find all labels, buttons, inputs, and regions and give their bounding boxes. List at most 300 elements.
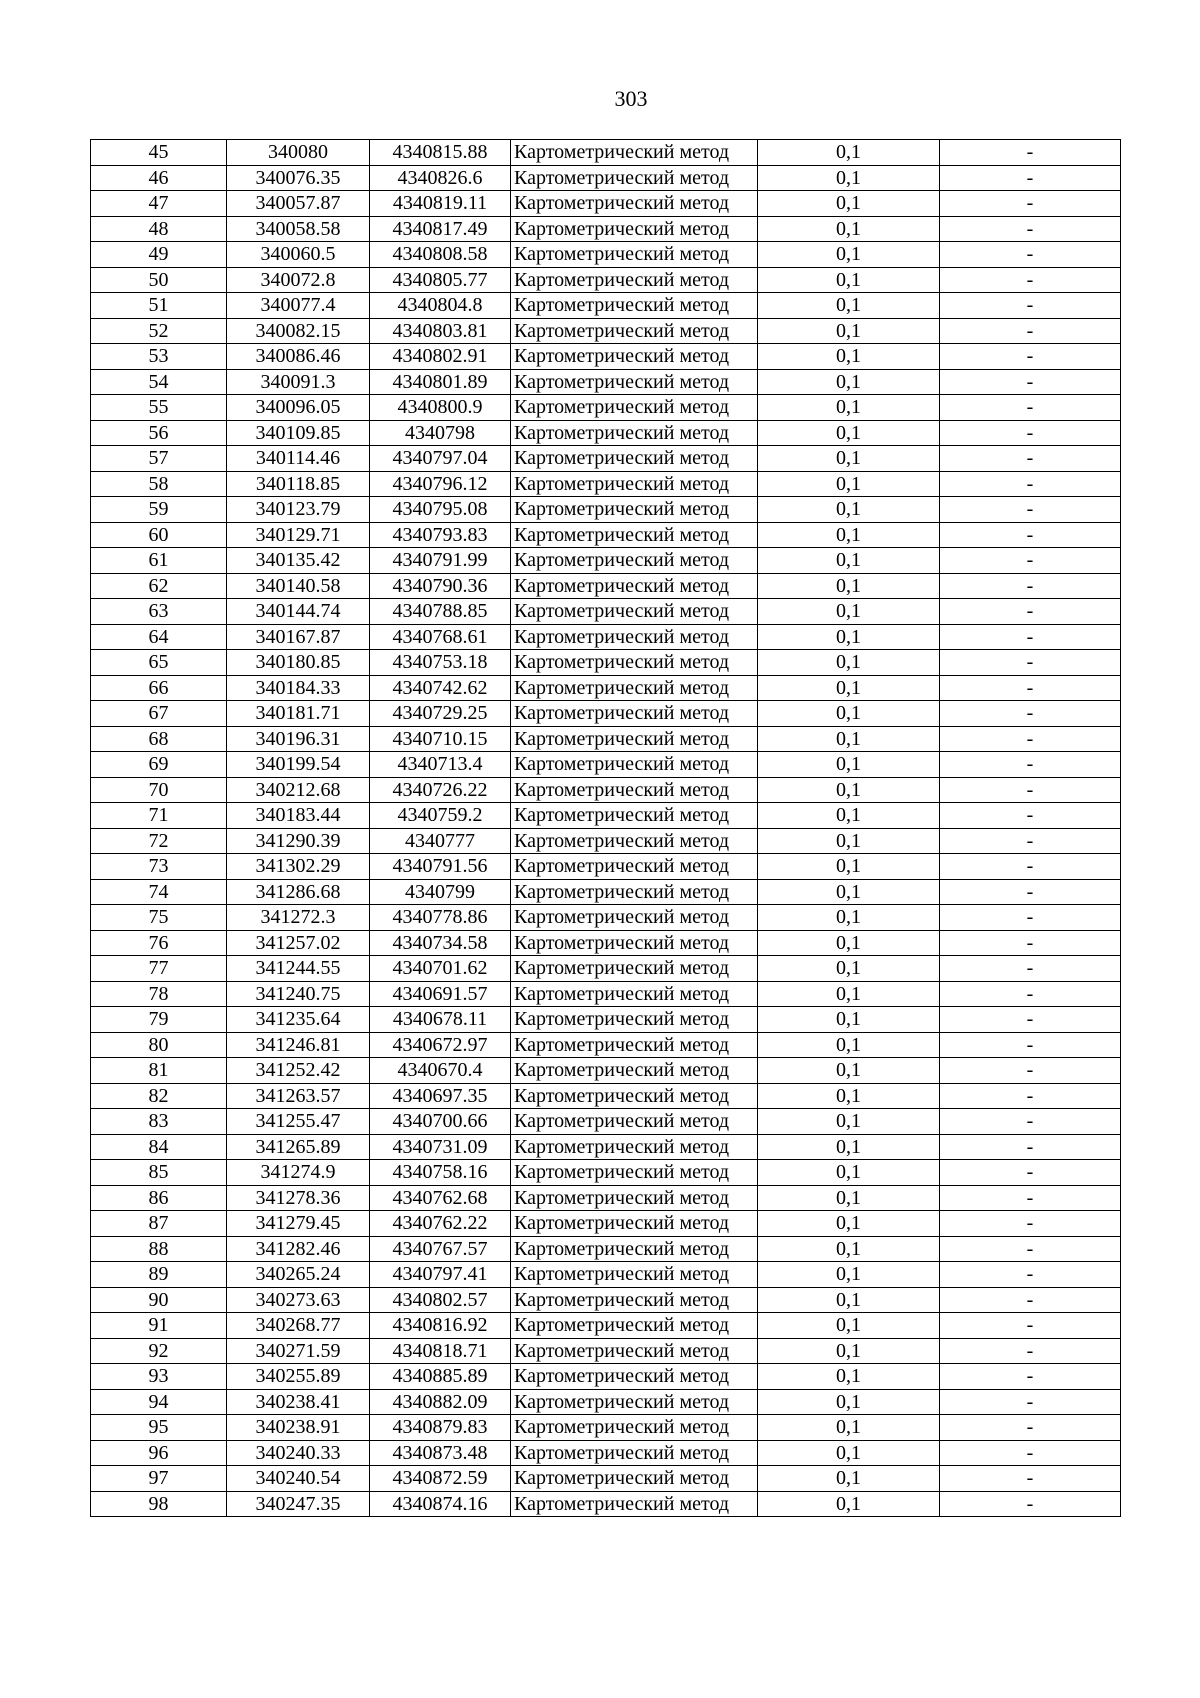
description-cell: - <box>940 777 1121 803</box>
accuracy-cell: 0,1 <box>758 267 940 293</box>
x-coordinate-cell: 340129.71 <box>227 522 370 548</box>
description-cell: - <box>940 1236 1121 1262</box>
accuracy-cell: 0,1 <box>758 318 940 344</box>
point-number-cell: 70 <box>91 777 227 803</box>
description-cell: - <box>940 1491 1121 1517</box>
x-coordinate-cell: 341302.29 <box>227 854 370 880</box>
point-number-cell: 62 <box>91 573 227 599</box>
x-coordinate-cell: 340135.42 <box>227 548 370 574</box>
y-coordinate-cell: 4340767.57 <box>370 1236 511 1262</box>
description-cell: - <box>940 446 1121 472</box>
coordinates-table <box>90 139 1121 1517</box>
description-cell: - <box>940 573 1121 599</box>
x-coordinate-cell: 340096.05 <box>227 395 370 421</box>
y-coordinate-cell: 4340798 <box>370 420 511 446</box>
point-number-cell: 51 <box>91 293 227 319</box>
y-coordinate-cell: 4340762.68 <box>370 1185 511 1211</box>
description-cell: - <box>940 1185 1121 1211</box>
accuracy-cell: 0,1 <box>758 675 940 701</box>
x-coordinate-cell: 340167.87 <box>227 624 370 650</box>
y-coordinate-cell: 4340808.58 <box>370 242 511 268</box>
x-coordinate-cell: 340118.85 <box>227 471 370 497</box>
table-row <box>91 242 1121 268</box>
table-row <box>91 599 1121 625</box>
point-number-cell: 63 <box>91 599 227 625</box>
y-coordinate-cell: 4340805.77 <box>370 267 511 293</box>
x-coordinate-cell: 341240.75 <box>227 981 370 1007</box>
table-row <box>91 1338 1121 1364</box>
description-cell: - <box>940 1364 1121 1390</box>
y-coordinate-cell: 4340729.25 <box>370 701 511 727</box>
x-coordinate-cell: 340268.77 <box>227 1313 370 1339</box>
x-coordinate-cell: 341282.46 <box>227 1236 370 1262</box>
description-cell: - <box>940 624 1121 650</box>
x-coordinate-cell: 341272.3 <box>227 905 370 931</box>
accuracy-cell: 0,1 <box>758 1466 940 1492</box>
method-cell: Картометрический метод <box>511 1134 758 1160</box>
y-coordinate-cell: 4340768.61 <box>370 624 511 650</box>
table-row <box>91 1287 1121 1313</box>
table-row <box>91 267 1121 293</box>
accuracy-cell: 0,1 <box>758 369 940 395</box>
method-cell: Картометрический метод <box>511 293 758 319</box>
description-cell: - <box>940 981 1121 1007</box>
method-cell: Картометрический метод <box>511 879 758 905</box>
table-row <box>91 573 1121 599</box>
y-coordinate-cell: 4340710.15 <box>370 726 511 752</box>
description-cell: - <box>940 344 1121 370</box>
x-coordinate-cell: 340080 <box>227 140 370 166</box>
method-cell: Картометрический метод <box>511 267 758 293</box>
x-coordinate-cell: 340212.68 <box>227 777 370 803</box>
table-row <box>91 675 1121 701</box>
point-number-cell: 55 <box>91 395 227 421</box>
y-coordinate-cell: 4340885.89 <box>370 1364 511 1390</box>
method-cell: Картометрический метод <box>511 395 758 421</box>
x-coordinate-cell: 341265.89 <box>227 1134 370 1160</box>
point-number-cell: 87 <box>91 1211 227 1237</box>
method-cell: Картометрический метод <box>511 1389 758 1415</box>
accuracy-cell: 0,1 <box>758 930 940 956</box>
y-coordinate-cell: 4340777 <box>370 828 511 854</box>
accuracy-cell: 0,1 <box>758 879 940 905</box>
accuracy-cell: 0,1 <box>758 1338 940 1364</box>
y-coordinate-cell: 4340817.49 <box>370 216 511 242</box>
table-row <box>91 1491 1121 1517</box>
table-row <box>91 650 1121 676</box>
y-coordinate-cell: 4340726.22 <box>370 777 511 803</box>
table-row <box>91 828 1121 854</box>
method-cell: Картометрический метод <box>511 216 758 242</box>
method-cell: Картометрический метод <box>511 344 758 370</box>
description-cell: - <box>940 726 1121 752</box>
accuracy-cell: 0,1 <box>758 191 940 217</box>
accuracy-cell: 0,1 <box>758 1134 940 1160</box>
point-number-cell: 65 <box>91 650 227 676</box>
y-coordinate-cell: 4340826.6 <box>370 165 511 191</box>
accuracy-cell: 0,1 <box>758 522 940 548</box>
x-coordinate-cell: 341235.64 <box>227 1007 370 1033</box>
method-cell: Картометрический метод <box>511 1466 758 1492</box>
accuracy-cell: 0,1 <box>758 1440 940 1466</box>
description-cell: - <box>940 522 1121 548</box>
table-row <box>91 879 1121 905</box>
method-cell: Картометрический метод <box>511 905 758 931</box>
description-cell: - <box>940 1160 1121 1186</box>
accuracy-cell: 0,1 <box>758 548 940 574</box>
description-cell: - <box>940 956 1121 982</box>
method-cell: Картометрический метод <box>511 471 758 497</box>
point-number-cell: 97 <box>91 1466 227 1492</box>
accuracy-cell: 0,1 <box>758 216 940 242</box>
method-cell: Картометрический метод <box>511 854 758 880</box>
y-coordinate-cell: 4340872.59 <box>370 1466 511 1492</box>
table-row <box>91 1440 1121 1466</box>
method-cell: Картометрический метод <box>511 650 758 676</box>
description-cell: - <box>940 879 1121 905</box>
y-coordinate-cell: 4340791.99 <box>370 548 511 574</box>
accuracy-cell: 0,1 <box>758 777 940 803</box>
description-cell: - <box>940 1440 1121 1466</box>
y-coordinate-cell: 4340882.09 <box>370 1389 511 1415</box>
x-coordinate-cell: 341246.81 <box>227 1032 370 1058</box>
y-coordinate-cell: 4340816.92 <box>370 1313 511 1339</box>
table-row <box>91 1236 1121 1262</box>
method-cell: Картометрический метод <box>511 624 758 650</box>
accuracy-cell: 0,1 <box>758 1211 940 1237</box>
description-cell: - <box>940 675 1121 701</box>
method-cell: Картометрический метод <box>511 191 758 217</box>
y-coordinate-cell: 4340697.35 <box>370 1083 511 1109</box>
point-number-cell: 69 <box>91 752 227 778</box>
description-cell: - <box>940 548 1121 574</box>
description-cell: - <box>940 828 1121 854</box>
point-number-cell: 82 <box>91 1083 227 1109</box>
accuracy-cell: 0,1 <box>758 905 940 931</box>
table-row <box>91 395 1121 421</box>
accuracy-cell: 0,1 <box>758 573 940 599</box>
x-coordinate-cell: 340184.33 <box>227 675 370 701</box>
y-coordinate-cell: 4340672.97 <box>370 1032 511 1058</box>
accuracy-cell: 0,1 <box>758 1491 940 1517</box>
x-coordinate-cell: 340077.4 <box>227 293 370 319</box>
accuracy-cell: 0,1 <box>758 803 940 829</box>
y-coordinate-cell: 4340758.16 <box>370 1160 511 1186</box>
table-row <box>91 318 1121 344</box>
accuracy-cell: 0,1 <box>758 624 940 650</box>
point-number-cell: 79 <box>91 1007 227 1033</box>
description-cell: - <box>940 1338 1121 1364</box>
point-number-cell: 73 <box>91 854 227 880</box>
table-row <box>91 165 1121 191</box>
table-row <box>91 1160 1121 1186</box>
point-number-cell: 52 <box>91 318 227 344</box>
y-coordinate-cell: 4340797.41 <box>370 1262 511 1288</box>
y-coordinate-cell: 4340759.2 <box>370 803 511 829</box>
method-cell: Картометрический метод <box>511 1160 758 1186</box>
x-coordinate-cell: 341286.68 <box>227 879 370 905</box>
point-number-cell: 48 <box>91 216 227 242</box>
point-number-cell: 47 <box>91 191 227 217</box>
point-number-cell: 45 <box>91 140 227 166</box>
point-number-cell: 66 <box>91 675 227 701</box>
accuracy-cell: 0,1 <box>758 165 940 191</box>
accuracy-cell: 0,1 <box>758 1364 940 1390</box>
y-coordinate-cell: 4340818.71 <box>370 1338 511 1364</box>
y-coordinate-cell: 4340800.9 <box>370 395 511 421</box>
point-number-cell: 68 <box>91 726 227 752</box>
table-row <box>91 420 1121 446</box>
description-cell: - <box>940 905 1121 931</box>
method-cell: Картометрический метод <box>511 1185 758 1211</box>
table-row <box>91 522 1121 548</box>
x-coordinate-cell: 340180.85 <box>227 650 370 676</box>
point-number-cell: 76 <box>91 930 227 956</box>
point-number-cell: 96 <box>91 1440 227 1466</box>
x-coordinate-cell: 340240.33 <box>227 1440 370 1466</box>
method-cell: Картометрический метод <box>511 369 758 395</box>
point-number-cell: 67 <box>91 701 227 727</box>
x-coordinate-cell: 340247.35 <box>227 1491 370 1517</box>
point-number-cell: 84 <box>91 1134 227 1160</box>
description-cell: - <box>940 1415 1121 1441</box>
x-coordinate-cell: 340199.54 <box>227 752 370 778</box>
description-cell: - <box>940 165 1121 191</box>
point-number-cell: 83 <box>91 1109 227 1135</box>
method-cell: Картометрический метод <box>511 1058 758 1084</box>
description-cell: - <box>940 1466 1121 1492</box>
point-number-cell: 50 <box>91 267 227 293</box>
x-coordinate-cell: 341290.39 <box>227 828 370 854</box>
table-row <box>91 1083 1121 1109</box>
accuracy-cell: 0,1 <box>758 446 940 472</box>
table-row <box>91 1185 1121 1211</box>
y-coordinate-cell: 4340670.4 <box>370 1058 511 1084</box>
x-coordinate-cell: 340109.85 <box>227 420 370 446</box>
y-coordinate-cell: 4340700.66 <box>370 1109 511 1135</box>
accuracy-cell: 0,1 <box>758 420 940 446</box>
point-number-cell: 75 <box>91 905 227 931</box>
point-number-cell: 88 <box>91 1236 227 1262</box>
accuracy-cell: 0,1 <box>758 956 940 982</box>
accuracy-cell: 0,1 <box>758 471 940 497</box>
y-coordinate-cell: 4340788.85 <box>370 599 511 625</box>
point-number-cell: 49 <box>91 242 227 268</box>
point-number-cell: 58 <box>91 471 227 497</box>
y-coordinate-cell: 4340793.83 <box>370 522 511 548</box>
table-row <box>91 140 1121 166</box>
point-number-cell: 77 <box>91 956 227 982</box>
method-cell: Картометрический метод <box>511 803 758 829</box>
coordinates-table-body <box>91 140 1121 1517</box>
description-cell: - <box>940 854 1121 880</box>
x-coordinate-cell: 340238.91 <box>227 1415 370 1441</box>
x-coordinate-cell: 340114.46 <box>227 446 370 472</box>
point-number-cell: 85 <box>91 1160 227 1186</box>
method-cell: Картометрический метод <box>511 1415 758 1441</box>
y-coordinate-cell: 4340795.08 <box>370 497 511 523</box>
x-coordinate-cell: 340196.31 <box>227 726 370 752</box>
y-coordinate-cell: 4340797.04 <box>370 446 511 472</box>
method-cell: Картометрический метод <box>511 1211 758 1237</box>
description-cell: - <box>940 1313 1121 1339</box>
x-coordinate-cell: 340058.58 <box>227 216 370 242</box>
description-cell: - <box>940 1007 1121 1033</box>
point-number-cell: 93 <box>91 1364 227 1390</box>
point-number-cell: 95 <box>91 1415 227 1441</box>
table-row <box>91 1032 1121 1058</box>
table-row <box>91 471 1121 497</box>
x-coordinate-cell: 341257.02 <box>227 930 370 956</box>
accuracy-cell: 0,1 <box>758 1415 940 1441</box>
accuracy-cell: 0,1 <box>758 1389 940 1415</box>
description-cell: - <box>940 1389 1121 1415</box>
y-coordinate-cell: 4340713.4 <box>370 752 511 778</box>
x-coordinate-cell: 341263.57 <box>227 1083 370 1109</box>
accuracy-cell: 0,1 <box>758 293 940 319</box>
y-coordinate-cell: 4340762.22 <box>370 1211 511 1237</box>
table-row <box>91 1262 1121 1288</box>
description-cell: - <box>940 216 1121 242</box>
x-coordinate-cell: 340123.79 <box>227 497 370 523</box>
description-cell: - <box>940 1287 1121 1313</box>
y-coordinate-cell: 4340790.36 <box>370 573 511 599</box>
method-cell: Картометрический метод <box>511 497 758 523</box>
description-cell: - <box>940 803 1121 829</box>
method-cell: Картометрический метод <box>511 318 758 344</box>
point-number-cell: 46 <box>91 165 227 191</box>
y-coordinate-cell: 4340791.56 <box>370 854 511 880</box>
description-cell: - <box>940 752 1121 778</box>
accuracy-cell: 0,1 <box>758 497 940 523</box>
x-coordinate-cell: 340271.59 <box>227 1338 370 1364</box>
method-cell: Картометрический метод <box>511 1236 758 1262</box>
table-row <box>91 293 1121 319</box>
accuracy-cell: 0,1 <box>758 828 940 854</box>
x-coordinate-cell: 340181.71 <box>227 701 370 727</box>
method-cell: Картометрический метод <box>511 956 758 982</box>
table-row <box>91 1134 1121 1160</box>
method-cell: Картометрический метод <box>511 420 758 446</box>
accuracy-cell: 0,1 <box>758 1236 940 1262</box>
table-row <box>91 624 1121 650</box>
accuracy-cell: 0,1 <box>758 1007 940 1033</box>
description-cell: - <box>940 395 1121 421</box>
y-coordinate-cell: 4340803.81 <box>370 318 511 344</box>
table-row <box>91 905 1121 931</box>
description-cell: - <box>940 293 1121 319</box>
x-coordinate-cell: 340238.41 <box>227 1389 370 1415</box>
table-row <box>91 956 1121 982</box>
x-coordinate-cell: 340082.15 <box>227 318 370 344</box>
y-coordinate-cell: 4340801.89 <box>370 369 511 395</box>
method-cell: Картометрический метод <box>511 1313 758 1339</box>
description-cell: - <box>940 318 1121 344</box>
y-coordinate-cell: 4340734.58 <box>370 930 511 956</box>
y-coordinate-cell: 4340701.62 <box>370 956 511 982</box>
table-row <box>91 854 1121 880</box>
description-cell: - <box>940 1032 1121 1058</box>
point-number-cell: 59 <box>91 497 227 523</box>
accuracy-cell: 0,1 <box>758 726 940 752</box>
method-cell: Картометрический метод <box>511 140 758 166</box>
x-coordinate-cell: 341274.9 <box>227 1160 370 1186</box>
description-cell: - <box>940 420 1121 446</box>
description-cell: - <box>940 650 1121 676</box>
point-number-cell: 90 <box>91 1287 227 1313</box>
description-cell: - <box>940 140 1121 166</box>
y-coordinate-cell: 4340796.12 <box>370 471 511 497</box>
description-cell: - <box>940 471 1121 497</box>
point-number-cell: 74 <box>91 879 227 905</box>
table-row <box>91 344 1121 370</box>
method-cell: Картометрический метод <box>511 701 758 727</box>
point-number-cell: 91 <box>91 1313 227 1339</box>
table-row <box>91 1109 1121 1135</box>
method-cell: Картометрический метод <box>511 1338 758 1364</box>
point-number-cell: 64 <box>91 624 227 650</box>
accuracy-cell: 0,1 <box>758 1032 940 1058</box>
x-coordinate-cell: 340183.44 <box>227 803 370 829</box>
accuracy-cell: 0,1 <box>758 650 940 676</box>
page-number: 303 <box>614 86 648 111</box>
description-cell: - <box>940 1262 1121 1288</box>
table-row <box>91 216 1121 242</box>
accuracy-cell: 0,1 <box>758 599 940 625</box>
x-coordinate-cell: 341255.47 <box>227 1109 370 1135</box>
point-number-cell: 92 <box>91 1338 227 1364</box>
table-row <box>91 369 1121 395</box>
y-coordinate-cell: 4340753.18 <box>370 650 511 676</box>
description-cell: - <box>940 369 1121 395</box>
accuracy-cell: 0,1 <box>758 1058 940 1084</box>
accuracy-cell: 0,1 <box>758 1313 940 1339</box>
point-number-cell: 72 <box>91 828 227 854</box>
point-number-cell: 71 <box>91 803 227 829</box>
accuracy-cell: 0,1 <box>758 1160 940 1186</box>
table-row <box>91 1415 1121 1441</box>
y-coordinate-cell: 4340691.57 <box>370 981 511 1007</box>
accuracy-cell: 0,1 <box>758 854 940 880</box>
method-cell: Картометрический метод <box>511 1287 758 1313</box>
x-coordinate-cell: 340072.8 <box>227 267 370 293</box>
description-cell: - <box>940 1134 1121 1160</box>
method-cell: Картометрический метод <box>511 828 758 854</box>
point-number-cell: 60 <box>91 522 227 548</box>
accuracy-cell: 0,1 <box>758 242 940 268</box>
method-cell: Картометрический метод <box>511 165 758 191</box>
method-cell: Картометрический метод <box>511 599 758 625</box>
accuracy-cell: 0,1 <box>758 140 940 166</box>
accuracy-cell: 0,1 <box>758 981 940 1007</box>
y-coordinate-cell: 4340802.91 <box>370 344 511 370</box>
description-cell: - <box>940 599 1121 625</box>
accuracy-cell: 0,1 <box>758 1083 940 1109</box>
method-cell: Картометрический метод <box>511 242 758 268</box>
table-row <box>91 1313 1121 1339</box>
point-number-cell: 61 <box>91 548 227 574</box>
method-cell: Картометрический метод <box>511 1364 758 1390</box>
x-coordinate-cell: 341244.55 <box>227 956 370 982</box>
method-cell: Картометрический метод <box>511 522 758 548</box>
method-cell: Картометрический метод <box>511 1083 758 1109</box>
y-coordinate-cell: 4340799 <box>370 879 511 905</box>
x-coordinate-cell: 340144.74 <box>227 599 370 625</box>
table-row <box>91 1211 1121 1237</box>
point-number-cell: 94 <box>91 1389 227 1415</box>
method-cell: Картометрический метод <box>511 930 758 956</box>
table-row <box>91 1364 1121 1390</box>
